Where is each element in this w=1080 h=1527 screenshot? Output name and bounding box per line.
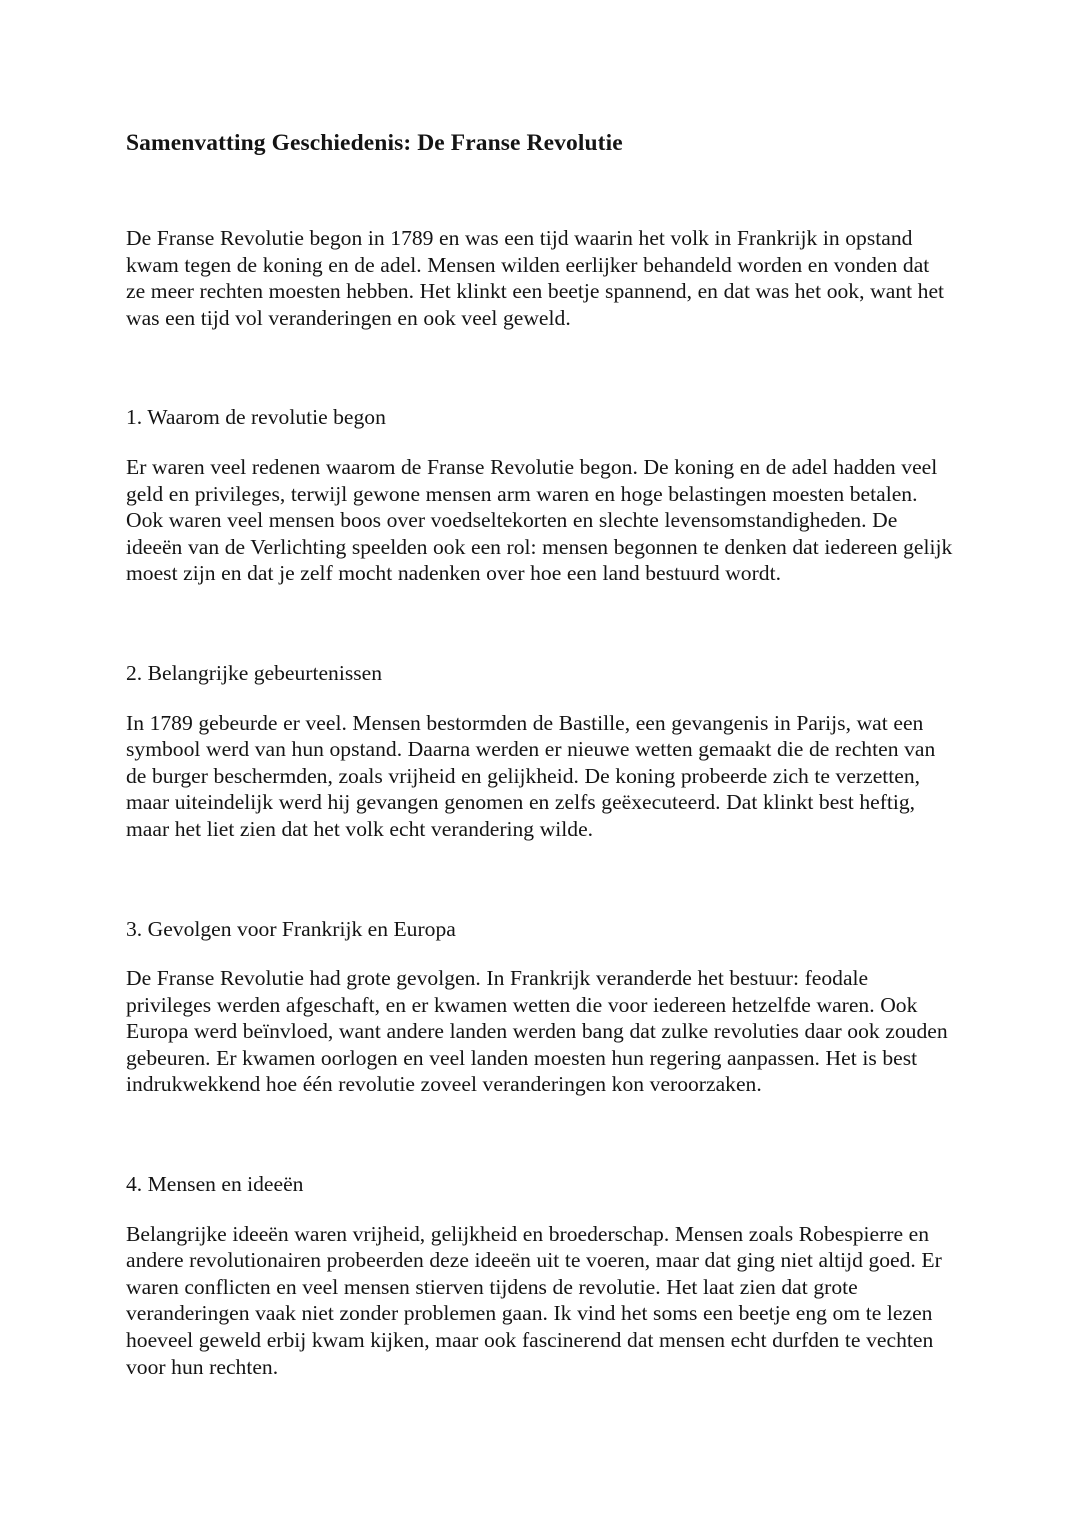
section-3 — [126, 843, 954, 1099]
section-2 — [126, 587, 954, 843]
section-body-4: Belangrijke ideeën waren vrijheid, gelijkheid en broederschap. Mensen zoals Robespierre en andere revolutionairen probeerden deze ideeën uit te voeren, maar dat ging niet altijd goed. Er waren conflicten en veel mensen stierven tijdens de revolutie. Het laat zien dat grote veranderingen vaak niet zonder problemen gaan. Ik vind het soms een beetje eng om te lezen hoeveel geweld erbij kwam kijken, maar ook fascinerend dat mensen echt durfden te vechten voor hun rechten. — [126, 1221, 942, 1379]
section-1 — [126, 331, 954, 587]
document-body — [126, 0, 954, 1380]
page-title: Samenvatting Geschiedenis: De Franse Revolutie — [126, 130, 623, 156]
section-heading-4: 4. Mensen en ideeën — [126, 1172, 304, 1197]
section-4 — [126, 1098, 954, 1380]
section-body-1: Er waren veel redenen waarom de Franse Revolutie begon. De koning en de adel hadden veel geld en privileges, terwijl gewone mensen arm waren en hoge belastingen moesten betalen. Ook waren veel mensen boos over voedseltekorten en slechte levensomstandigheden. De ideeën van de Verlichting speelden ook een rol: mensen begonnen te denken dat iedereen gelijk moest zijn en dat je zelf mocht nadenken over hoe een land bestuurd wordt. — [126, 454, 953, 586]
intro-paragraph: De Franse Revolutie begon in 1789 en was een tijd waarin het volk in Frankrijk in opstand kwam tegen de koning en de adel. Mensen wilden eerlijker behandeld worden en vonden dat ze meer rechten moesten hebben. Het klinkt een beetje spannend, en dat was het ook, want het was een tijd vol veranderingen en ook veel geweld. — [126, 226, 945, 330]
section-heading-2: 2. Belangrijke gebeurtenissen — [126, 660, 383, 685]
section-body-2: In 1789 gebeurde er veel. Mensen bestormden de Bastille, een gevangenis in Parijs, wat een symbool werd van hun opstand. Daarna werden er nieuwe wetten gemaakt die de rechten van de burger beschermden, zoals vrijheid en gelijkheid. De koning probeerde zich te verzetten, maar uiteindelijk werd hij gevangen genomen en zelfs geëxecuteerd. Dat klinkt best heftig, maar het liet zien dat het volk echt verandering wilde. — [126, 710, 936, 841]
section-heading-1: 1. Waarom de revolutie begon — [126, 405, 386, 430]
section-heading-3: 3. Gevolgen voor Frankrijk en Europa — [126, 916, 456, 941]
section-body-3: De Franse Revolutie had grote gevolgen. In Frankrijk veranderde het bestuur: feodale privileges werden afgeschaft, en er kwamen wetten die voor iedereen hetzelfde waren. Ook Europa werd beïnvloed, want andere landen werden bang dat zulke revoluties daar ook zouden gebeuren. Er kwamen oorlogen en veel landen moesten hun regering aanpassen. Het is best indrukwekkend hoe één revolutie zoveel veranderingen kon veroorzaken. — [126, 966, 948, 1097]
